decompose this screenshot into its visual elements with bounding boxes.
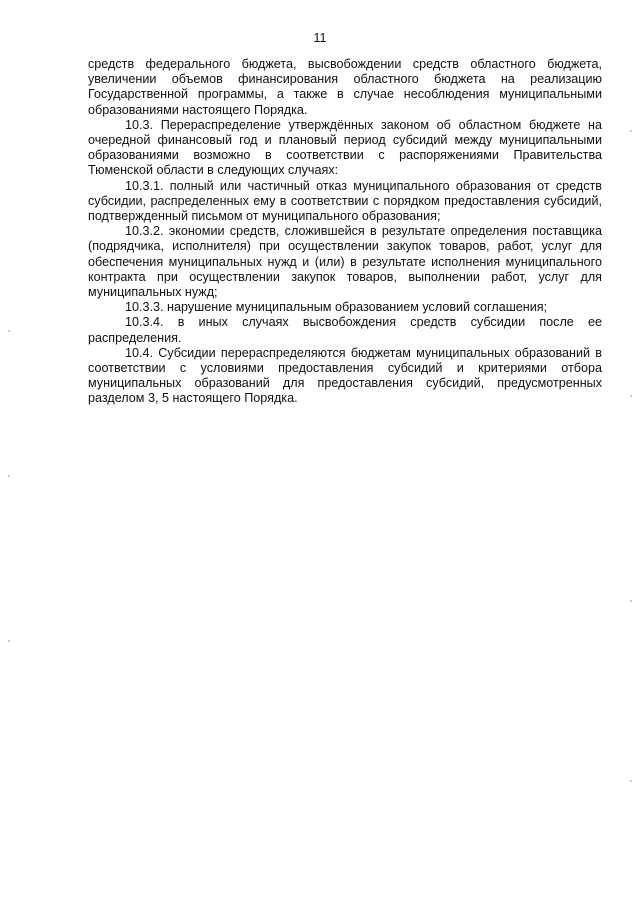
paragraph-10-3-1: 10.3.1. полный или частичный отказ муниципального образования от средств субсидии, распределенных ему в соответствии с порядком предоставления субсидий, подтвержденный письмом от муниципального образования; bbox=[88, 178, 602, 224]
scan-speck bbox=[8, 640, 10, 642]
paragraph-10-3: 10.3. Перераспределение утверждённых законом об областном бюджете на очередной финансовый год и плановый период субсидий между муниципальными образованиями возможно в соответствии с распоряжениями Правительства Тюменской области в следующих случаях: bbox=[88, 117, 602, 178]
scan-speck bbox=[630, 600, 632, 602]
document-body bbox=[88, 57, 602, 407]
paragraph-10-3-2: 10.3.2. экономии средств, сложившейся в результате определения поставщика (подрядчика, исполнителя) при осуществлении закупок товаров, работ, услуг для обеспечения муниципальных нужд и (или) в результате исполнения муниципального контракта при осуществлении закупок товаров, выполнении работ, услуг для муниципальных нужд; bbox=[88, 224, 602, 300]
paragraph-10-3-3: 10.3.3. нарушение муниципальным образованием условий соглашения; bbox=[125, 300, 548, 315]
scan-speck bbox=[630, 780, 632, 782]
scan-speck bbox=[630, 130, 632, 132]
paragraph-10-3-4: 10.3.4. в иных случаях высвобождения средств субсидии после ее распределения. bbox=[88, 315, 602, 345]
scan-speck bbox=[630, 395, 632, 397]
paragraph-10-4: 10.4. Субсидии перераспределяются бюджетам муниципальных образований в соответствии с условиями предоставления субсидий и критериями отбора муниципальных образований для предоставления субсидий, предусмотренных разделом 3, 5 настоящего Порядка. bbox=[88, 345, 602, 406]
paragraph-continuation: средств федерального бюджета, высвобождении средств областного бюджета, увеличении объемов финансирования областного бюджета на реализацию Государственной программы, а также в случае несоблюдения муниципальными образованиями настоящего Порядка. bbox=[88, 57, 602, 117]
page-number: 11 bbox=[313, 31, 327, 45]
scan-speck bbox=[8, 330, 10, 332]
scan-speck bbox=[8, 475, 10, 477]
